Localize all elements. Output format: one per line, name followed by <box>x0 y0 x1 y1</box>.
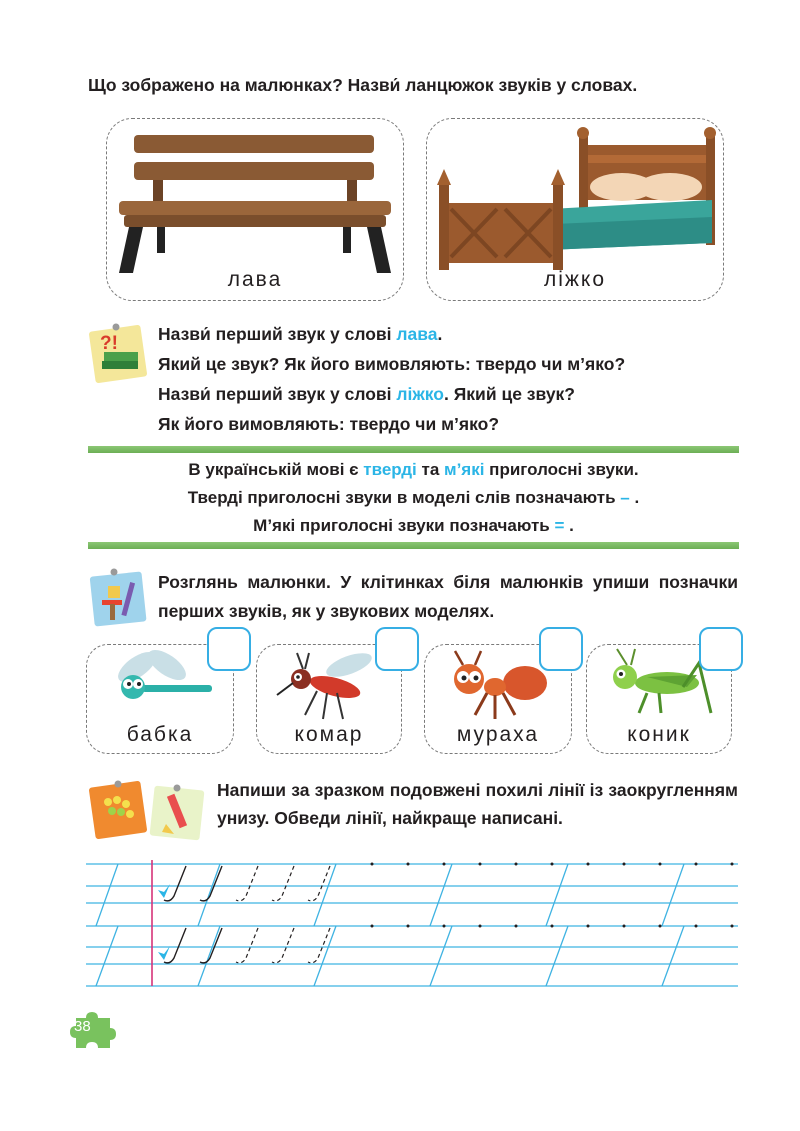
bench-icon <box>107 125 403 275</box>
question-line-4: Як його вимовляють: твердо чи м’яко? <box>158 414 500 434</box>
picture-card-bench <box>106 118 404 301</box>
question-line-1: Назви́ перший звук у слові лава. <box>158 324 443 344</box>
insect-word-grasshopper: коник <box>627 723 691 746</box>
insect-word-ant: мураха <box>456 723 540 746</box>
bed-icon <box>427 125 723 275</box>
picture-word-bed: ліжко <box>543 268 607 291</box>
task-3-text: Напиши за зразком подовжені похилі лінії із заокругленням унизу. Обведи лінії, найкраще написані. <box>217 780 738 828</box>
question-line-2: Який це звук? Як його вимовляють: твердо чи м’яко? <box>158 354 626 374</box>
drawing-tools-sticker-icon <box>86 566 150 630</box>
insect-card-mosquito <box>256 644 402 754</box>
insect-card-ant <box>424 644 572 754</box>
answer-cell-dragonfly[interactable] <box>207 627 251 671</box>
question-line-3: Назви́ перший звук у слові ліжко. Який це звук? <box>158 384 575 404</box>
rule-line-3: М’які приголосні звуки позначають = . <box>253 516 574 535</box>
insect-card-grasshopper <box>586 644 732 754</box>
beads-sticker-icon <box>86 778 150 840</box>
task-title: Що зображено на малюнках? Назви́ ланцюжок звуків у словах. <box>88 75 638 95</box>
rule-bottom-divider <box>88 542 739 549</box>
insect-card-dragonfly <box>86 644 234 754</box>
page-number: 38 <box>74 1018 91 1035</box>
answer-cell-ant[interactable] <box>539 627 583 671</box>
handwriting-practice-lines[interactable] <box>86 856 746 988</box>
rule-top-divider <box>88 446 739 453</box>
picture-card-bed <box>426 118 724 301</box>
pencil-sticker-icon <box>146 782 208 844</box>
rule-line-2: Тверді приголосні звуки в моделі слів позначають – . <box>187 488 640 507</box>
picture-word-bench: лава <box>227 268 283 291</box>
insect-word-mosquito: комар <box>294 723 364 746</box>
insect-word-dragonfly: бабка <box>126 723 194 746</box>
svg-text:?!: ?! <box>100 333 118 354</box>
question-sticker-icon <box>86 322 150 384</box>
task-2-text: Розглянь малюнки. У клітинках біля малюнків упиши позначки перших звуків, як у звукових моделях. <box>158 572 738 621</box>
answer-cell-mosquito[interactable] <box>375 627 419 671</box>
rule-line-1: В українській мові є тверді та м’які приголосні звуки. <box>188 460 639 479</box>
answer-cell-grasshopper[interactable] <box>699 627 743 671</box>
